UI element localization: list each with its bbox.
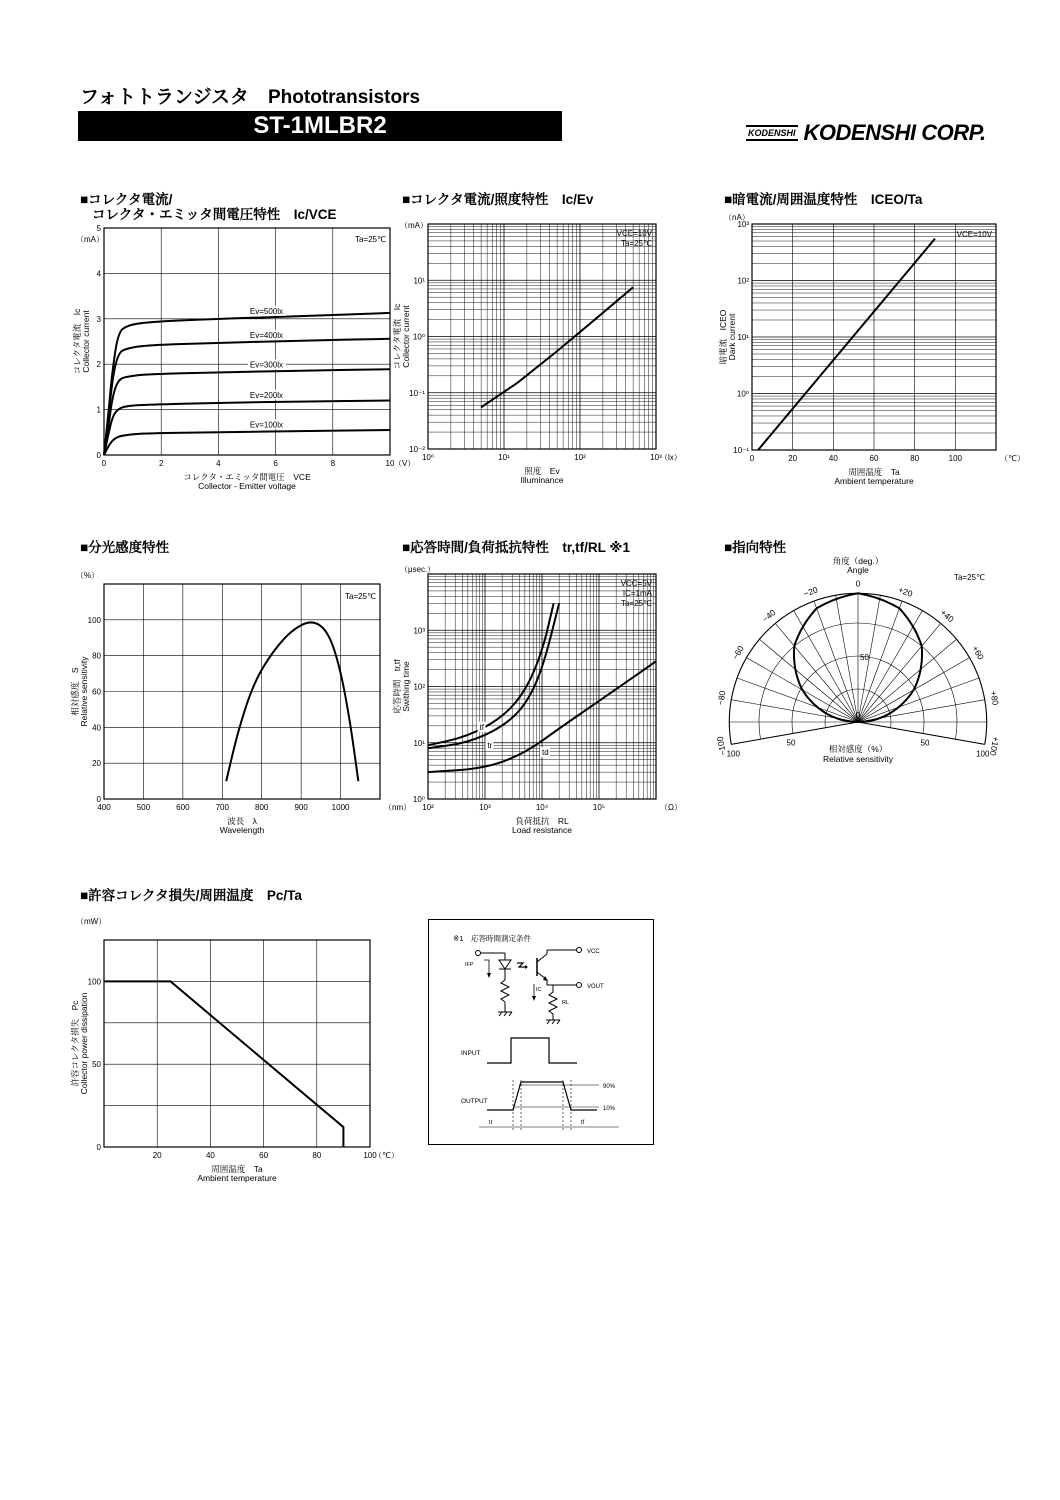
y-axis-label-en: Collector current: [81, 310, 91, 373]
chart-title-line: ■許容コレクタ損失/周囲温度 Pc/Ta: [80, 888, 302, 903]
chart-condition: Ta=25℃: [953, 573, 985, 582]
polar-angle-label: +100: [988, 735, 1002, 757]
chart-condition: VCE=10V: [616, 229, 652, 238]
x-tick-label: 100: [363, 1151, 377, 1160]
chart-condition: Ta=25℃: [620, 239, 652, 248]
chart-directivity-svg: [700, 540, 1030, 790]
series-label: tr: [487, 741, 493, 751]
series-label: Ev=400lx: [249, 330, 284, 340]
y-tick-label: 10⁻¹: [733, 446, 749, 455]
chart-condition: VCC=5V: [620, 579, 652, 588]
chart-condition: VCE=10V: [956, 230, 992, 239]
series-label: Ev=300lx: [249, 360, 284, 370]
y-axis-label-jp: 応答時間 tr,tf: [392, 659, 402, 714]
y-axis-label-en: Dark current: [727, 313, 737, 361]
circuit-ic: IC: [536, 987, 542, 993]
polar-angle-label: 0: [855, 578, 861, 589]
y-tick-label: 0: [96, 1143, 101, 1152]
x-tick-label: 80: [312, 1151, 322, 1160]
chart-title: [402, 192, 670, 207]
y-tick-label: 3: [96, 314, 101, 324]
y-tick-label: 40: [92, 723, 101, 733]
chart-ic-vce: [60, 192, 416, 502]
polar-angle-label: −80: [715, 689, 728, 706]
y-tick-label: 20: [92, 759, 101, 769]
x-tick-label: 10⁰: [421, 453, 435, 462]
y-unit: （%）: [76, 571, 100, 580]
polar-radial-title-jp: 相対感度（%）: [828, 744, 888, 754]
x-tick-label: 1000: [331, 803, 350, 812]
x-tick-label: 40: [205, 1151, 215, 1160]
x-tick-label: 500: [136, 803, 151, 812]
series-label: td: [542, 748, 549, 758]
polar-angle-label: −40: [760, 607, 778, 625]
chart-ic-ev-svg: [370, 216, 682, 502]
y-tick-label: 10⁰: [736, 389, 749, 399]
y-unit: （μsec.）: [400, 565, 436, 574]
y-tick-label: 1: [96, 405, 101, 415]
chart-title: [724, 192, 1030, 207]
page-subtitle: フォトトランジスタ Phototransistors: [80, 87, 421, 108]
chart-condition: IC=1mA: [622, 589, 652, 598]
y-tick-label: 10⁻¹: [409, 388, 425, 398]
x-axis-label-en: Ambient temperature: [197, 1173, 277, 1183]
y-axis-label-en: Collector power dissipation: [79, 992, 89, 1095]
y-tick-label: 4: [96, 269, 101, 279]
y-tick-label: 50: [92, 1060, 101, 1070]
company-logo: [746, 120, 986, 146]
y-tick-label: 0: [96, 795, 101, 804]
y-unit: （mA）: [400, 221, 428, 230]
chart-condition: Ta=25℃: [344, 592, 376, 601]
chart-title-line: ■コレクタ電流/照度特性 Ic/Ev: [402, 192, 594, 207]
series-label: Ev=100lx: [249, 420, 284, 430]
chart-iceo-ta-svg: [700, 206, 1030, 502]
y-axis-label-en: Swithing time: [401, 661, 411, 712]
circuit-tf: tf: [581, 1120, 585, 1126]
x-tick-label: 60: [869, 454, 879, 463]
y-axis-label-jp: 許容コレクタ損失 Pc: [70, 1000, 80, 1087]
y-tick-label: 10²: [413, 682, 425, 692]
x-axis-label-en: Illuminance: [520, 475, 564, 485]
polar-radial-label: 0: [855, 711, 861, 720]
circuit-vout: VOUT: [587, 984, 604, 990]
y-axis-label-jp: 暗電流 ICEO: [718, 309, 728, 365]
y-tick-label: 100: [87, 977, 101, 987]
chart-iceo-ta: [700, 192, 1030, 502]
circuit-input-label: INPUT: [461, 1050, 481, 1057]
x-tick-label: 4: [216, 459, 221, 468]
y-tick-label: 10¹: [413, 738, 425, 748]
circuit-90: 90%: [603, 1084, 616, 1090]
polar-angle-title-jp: 角度（deg.）: [832, 556, 884, 566]
x-tick-label: 10²: [422, 803, 434, 812]
x-unit: （℃）: [374, 1151, 399, 1160]
x-tick-label: 20: [788, 454, 798, 463]
chart-title-line: ■応答時間/負荷抵抗特性 tr,tf/RL ※1: [402, 540, 631, 555]
polar-radial-title-en: Relative sensitivity: [823, 754, 893, 764]
circuit-rl: RL: [562, 1000, 570, 1006]
x-axis-label-jp: コレクタ・エミッタ間電圧 VCE: [183, 472, 311, 482]
circuit-tr: tr: [489, 1120, 493, 1126]
logo-text: KODENSHI CORP.: [803, 120, 986, 145]
y-tick-label: 60: [92, 687, 101, 697]
series-label: tf: [479, 722, 484, 732]
chart-title: [80, 540, 360, 555]
series-label: Ev=200lx: [249, 390, 284, 400]
chart-condition: Ta=25℃: [354, 235, 386, 244]
y-axis-label-jp: コレクタ電流 Ic: [72, 308, 82, 375]
polar-angle-label: −20: [802, 584, 820, 599]
logo-badge: KODENSHI: [746, 125, 798, 141]
y-tick-label: 10⁰: [412, 332, 425, 342]
x-tick-label: 10³: [650, 453, 662, 462]
circuit-vcc: VCC: [587, 949, 600, 955]
y-unit: （nA）: [724, 213, 750, 222]
y-tick-label: 10¹: [413, 276, 425, 286]
y-tick-label: 10⁻²: [409, 445, 425, 454]
x-tick-label: 2: [158, 459, 164, 468]
chart-pc-ta: [60, 888, 399, 1198]
chart-title-line: ■暗電流/周囲温度特性 ICEO/Ta: [724, 192, 923, 207]
x-tick-label: 10: [385, 459, 395, 468]
x-tick-label: 20: [152, 1151, 162, 1160]
x-unit: （Ω）: [660, 803, 682, 812]
y-axis-label-jp: 相対感度 S: [70, 667, 80, 716]
x-unit: （V）: [394, 459, 416, 468]
x-tick-label: 40: [828, 454, 838, 463]
polar-radial-label: 100: [726, 749, 740, 759]
x-tick-label: 100: [948, 454, 963, 463]
y-tick-label: 100: [87, 615, 101, 625]
x-unit: （lx）: [660, 453, 682, 462]
chart-pc-ta-svg: [60, 912, 399, 1198]
x-tick-label: 80: [910, 454, 920, 463]
x-tick-label: 10¹: [498, 453, 510, 462]
x-tick-label: 10³: [479, 803, 491, 812]
y-axis-label-en: Collector current: [401, 305, 411, 368]
polar-radial-label: 100: [976, 749, 990, 759]
polar-angle-label: +20: [896, 584, 914, 599]
x-tick-label: 600: [176, 803, 190, 812]
x-tick-label: 700: [215, 803, 229, 812]
y-tick-label: 80: [92, 651, 101, 661]
polar-angle-label: −60: [729, 643, 746, 662]
series-line: [758, 239, 935, 450]
y-tick-label: 10³: [413, 626, 425, 636]
y-tick-label: 0: [96, 451, 101, 460]
y-unit: （mA）: [76, 235, 104, 244]
x-axis-label-jp: 周囲温度 Ta: [211, 1164, 263, 1174]
y-axis-label-jp: コレクタ電流 Ic: [392, 303, 402, 370]
x-tick-label: 60: [259, 1151, 269, 1160]
chart-title-line: コレクタ・エミッタ間電圧特性 Ic/VCE: [92, 207, 337, 222]
test-circuit-box: [428, 919, 654, 1145]
circuit-ifp: IFP: [465, 962, 474, 968]
x-tick-label: 8: [330, 459, 336, 468]
series-line: [226, 622, 358, 781]
x-tick-label: 0: [101, 459, 107, 468]
polar-radial-label: 50: [920, 738, 930, 748]
chart-title-line: ■分光感度特性: [80, 540, 170, 555]
x-axis-label-en: Load resistance: [511, 825, 573, 835]
series-line: [104, 369, 390, 455]
x-tick-label: 10²: [574, 453, 586, 462]
chart-title: [402, 540, 670, 555]
y-tick-label: 10²: [737, 276, 749, 286]
circuit-output-label: OUTPUT: [461, 1098, 488, 1105]
x-axis-label-jp: 周囲温度 Ta: [848, 467, 900, 477]
chart-ic-vce-svg: [60, 222, 416, 502]
x-axis-label-en: Collector - Emitter voltage: [198, 481, 296, 491]
polar-radial-label: 50: [860, 653, 869, 662]
circuit-10: 10%: [603, 1106, 616, 1112]
chart-title: [80, 888, 380, 903]
chart-title-line: ■指向特性: [724, 540, 787, 555]
chart-ic-ev: [370, 192, 682, 502]
chart-directivity: [700, 540, 1030, 790]
polar-angle-label: −100: [714, 735, 728, 757]
polar-angle-label: +80: [988, 689, 1001, 706]
y-tick-label: 10¹: [737, 333, 749, 342]
chart-t-rl: [370, 540, 682, 850]
polar-angle-title-en: Angle: [847, 565, 869, 575]
x-axis-label-jp: 波長 λ: [227, 816, 257, 826]
circuit-title: ※1 応答時間測定条件: [453, 934, 531, 943]
x-tick-label: 10⁵: [592, 803, 606, 812]
polar-angle-label: +60: [970, 643, 987, 662]
x-tick-label: 0: [749, 454, 755, 463]
chart-title: [80, 192, 360, 222]
x-tick-label: 900: [294, 803, 308, 812]
x-unit: （nm）: [384, 803, 412, 812]
chart-title-line: ■コレクタ電流/: [80, 192, 173, 207]
series-line: [104, 339, 390, 455]
y-unit: （mW）: [76, 917, 107, 926]
x-unit: （℃）: [1000, 454, 1025, 463]
x-tick-label: 400: [97, 803, 111, 812]
x-tick-label: 800: [255, 803, 269, 812]
polar-angle-label: +40: [938, 607, 956, 625]
chart-condition: Ta=25℃: [620, 599, 652, 608]
x-tick-label: 10⁴: [535, 803, 549, 812]
x-axis-label-jp: 負荷抵抗 RL: [515, 816, 569, 826]
series-line: [428, 603, 554, 745]
polar-radial-label: 50: [786, 738, 796, 748]
y-tick-label: 2: [96, 360, 101, 370]
part-number-banner: ST-1MLBR2: [78, 111, 562, 141]
y-tick-label: 10⁰: [412, 795, 425, 804]
series-line: [104, 401, 390, 455]
x-axis-label-jp: 照度 Ev: [524, 466, 560, 476]
y-tick-label: 10³: [737, 220, 749, 229]
x-axis-label-en: Wavelength: [219, 825, 265, 835]
y-axis-label-en: Relative sensitivity: [79, 656, 89, 727]
test-circuit-diagram: [429, 920, 653, 1144]
chart-t-rl-svg: [370, 564, 682, 850]
x-tick-label: 6: [273, 459, 278, 468]
series-label: Ev=500lx: [249, 306, 284, 316]
x-axis-label-en: Ambient temperature: [834, 476, 914, 486]
series-line: [104, 430, 390, 455]
y-tick-label: 5: [96, 224, 101, 233]
